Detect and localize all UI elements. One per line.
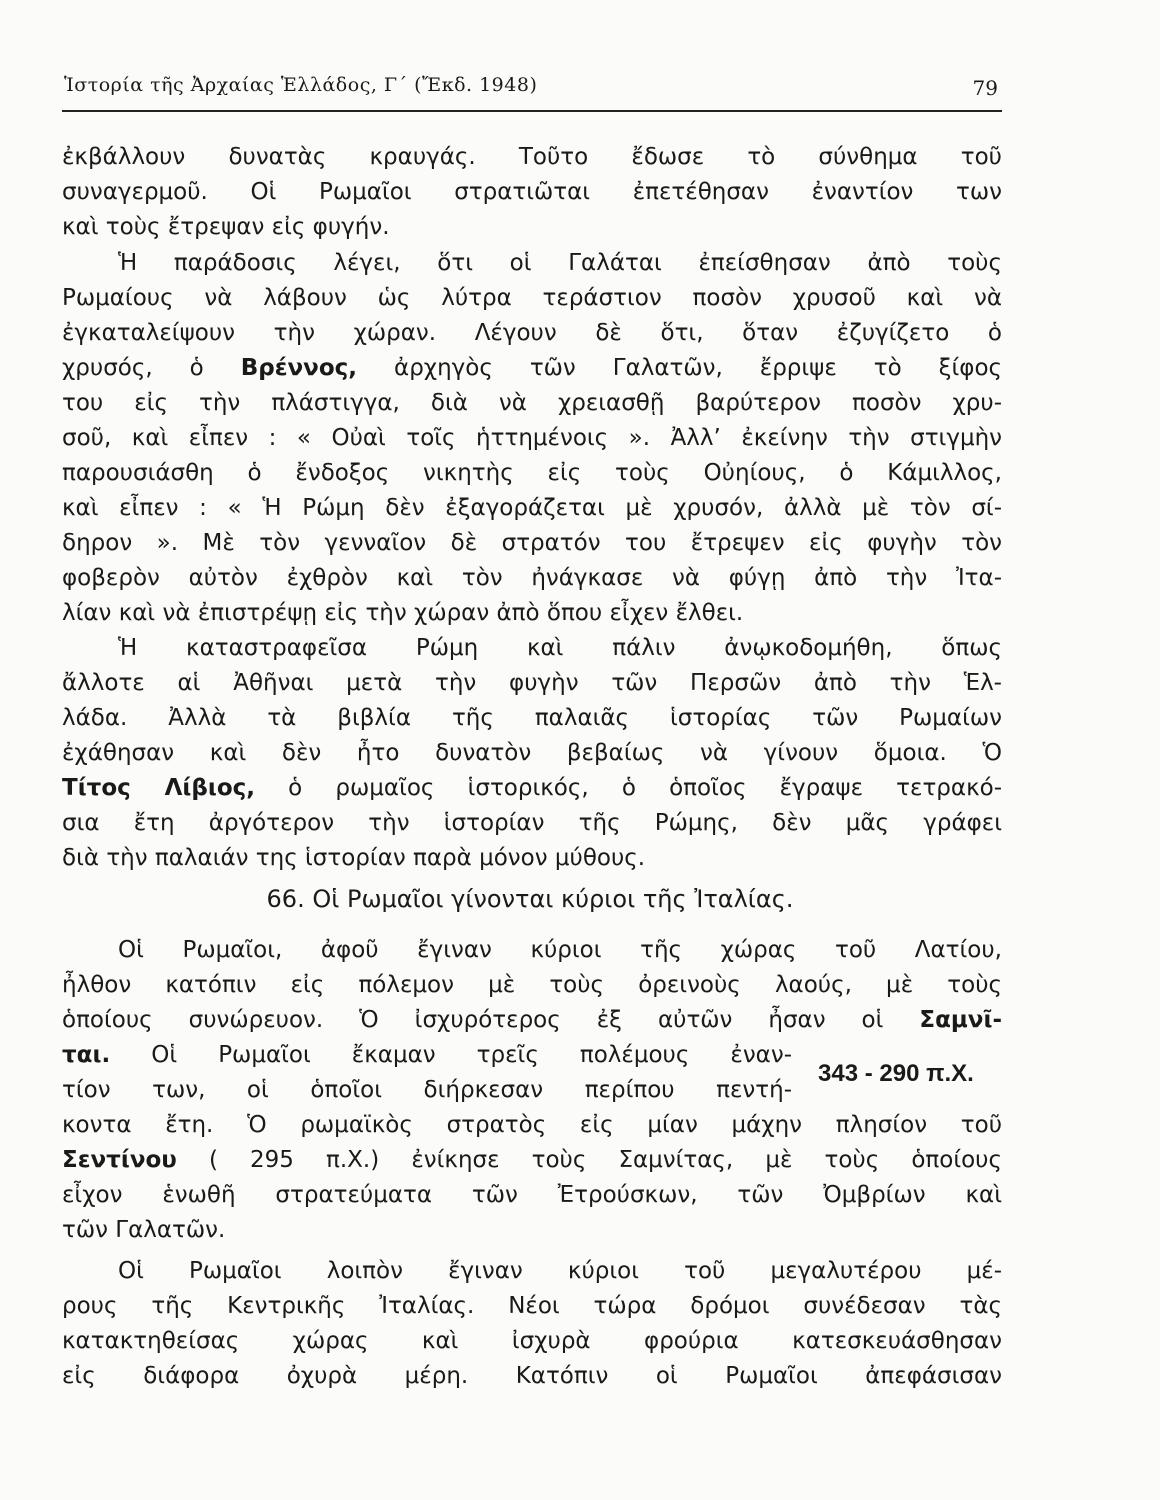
text-line: καὶ εἶπεν : « Ἡ Ρώμη δὲν ἐξαγοράζεται μὲ χρυσόν, ἀλλὰ μὲ τὸν σί- — [62, 495, 1002, 521]
text-line: κοντα ἔτη. Ὁ ρωμαϊκὸς στρατὸς εἰς μίαν μάχην πλησίον τοῦ — [62, 1112, 1002, 1138]
text-line: ἐχάθησαν καὶ δὲν ἦτο δυνατὸν βεβαίως νὰ γίνουν ὅμοια. Ὁ — [62, 740, 1002, 766]
text-span: χρυσός, ὁ — [62, 355, 204, 381]
text-span: Οἱ Ρωμαῖοι ἔκαμαν τρεῖς πολέμους ἐναν- — [151, 1042, 792, 1068]
margin-date-note: 343 - 290 π.Χ. — [818, 1060, 974, 1087]
bold-name-samnites-cont: ται. — [62, 1042, 111, 1068]
text-line — [62, 1145, 1002, 1175]
bold-name-samnites: Σαμνῖ- — [919, 1007, 1002, 1033]
text-line: διὰ τὴν παλαιάν της ἱστορίαν παρὰ μόνον μύθους. — [62, 845, 646, 871]
text-line: Οἱ Ρωμαῖοι λοιπὸν ἔγιναν κύριοι τοῦ μεγαλυτέρου μέ- — [118, 1258, 1002, 1284]
text-line: εἶχον ἑνωθῆ στρατεύματα τῶν Ἐτρούσκων, τῶν Ὀμβρίων καὶ — [62, 1182, 1002, 1208]
text-span: ( 295 π.Χ.) ἐνίκησε τοὺς Σαμνίτας, μὲ τοὺς ὁποίους — [208, 1147, 1002, 1173]
section-heading: 66. Οἱ Ρωμαῖοι γίνονται κύριοι τῆς Ἰταλίας. — [266, 885, 794, 913]
page-header — [62, 70, 1002, 112]
text-span: ὁποίους συνώρευον. Ὁ ἰσχυρότερος ἐξ αὐτῶν ἦσαν οἱ — [62, 1007, 884, 1033]
text-line: Ἡ καταστραφεῖσα Ρώμη καὶ πάλιν ἀνῳκοδομήθη, ὅπως — [118, 635, 1002, 661]
text-line: ἐγκαταλείψουν τὴν χώραν. Λέγουν δὲ ὅτι, ὅταν ἐζυγίζετο ὁ — [62, 320, 1002, 346]
bold-name-sentinon: Σεντίνου — [62, 1147, 177, 1173]
text-line: τίον των, οἱ ὁποῖοι διήρκεσαν περίπου πεντή- — [62, 1077, 792, 1103]
page-number: 79 — [972, 76, 998, 100]
text-line: φοβερὸν αὐτὸν ἐχθρὸν καὶ τὸν ἠνάγκασε νὰ φύγῃ ἀπὸ τὴν Ἰτα- — [62, 565, 1002, 591]
text-line: κατακτηθείσας χώρας καὶ ἰσχυρὰ φρούρια κατεσκευάσθησαν — [62, 1328, 1002, 1354]
text-line: του εἰς τὴν πλάστιγγα, διὰ νὰ χρειασθῇ βαρύτερον ποσὸν χρυ- — [62, 390, 1002, 416]
text-span: ἀρχηγὸς τῶν Γαλατῶν, ἔρριψε τὸ ξίφος — [394, 355, 1003, 381]
text-line: λάδα. Ἀλλὰ τὰ βιβλία τῆς παλαιᾶς ἱστορίας τῶν Ρωμαίων — [62, 705, 1002, 731]
text-line: εἰς διάφορα ὀχυρὰ μέρη. Κατόπιν οἱ Ρωμαῖοι ἀπεφάσισαν — [62, 1363, 1002, 1389]
text-line: λίαν καὶ νὰ ἐπιστρέψῃ εἰς τὴν χώραν ἀπὸ ὅπου εἶχεν ἔλθει. — [62, 600, 744, 626]
text-line — [62, 353, 1002, 383]
text-span: ὁ ρωμαῖος ἱστορικός, ὁ ὁποῖος ἔγραψε τετρακό- — [288, 775, 1002, 801]
running-title: Ἱστορία τῆς Ἀρχαίας Ἑλλάδος, Γ΄ (Ἔκδ. 1948) — [64, 74, 538, 96]
bold-name-titos-livios: Τίτος Λίβιος, — [62, 775, 255, 801]
text-line — [62, 773, 1002, 803]
text-line: σοῦ, καὶ εἶπεν : « Οὐαὶ τοῖς ἡττημένοις ». Ἀλλ’ ἐκείνην τὴν στιγμὴν — [62, 425, 1002, 451]
text-line: ἐκβάλλουν δυνατὰς κραυγάς. Τοῦτο ἔδωσε τὸ σύνθημα τοῦ — [62, 144, 1002, 170]
text-line: ρους τῆς Κεντρικῆς Ἰταλίας. Νέοι τώρα δρόμοι συνέδεσαν τὰς — [62, 1293, 1002, 1319]
text-line: καὶ τοὺς ἔτρεψαν εἰς φυγήν. — [62, 214, 390, 240]
text-line: τῶν Γαλατῶν. — [62, 1217, 226, 1243]
bold-name-brennos: Βρέννος, — [240, 355, 358, 381]
text-line: παρουσιάσθη ὁ ἔνδοξος νικητὴς εἰς τοὺς Οὐηίους, ὁ Κάμιλλος, — [62, 460, 1002, 486]
text-line: δηρον ». Μὲ τὸν γενναῖον δὲ στρατόν του ἔτρεψεν εἰς φυγὴν τὸν — [62, 530, 1002, 556]
text-line — [62, 1040, 792, 1070]
text-line: ἦλθον κατόπιν εἰς πόλεμον μὲ τοὺς ὀρεινοὺς λαούς, μὲ τοὺς — [62, 972, 1002, 998]
text-line: Οἱ Ρωμαῖοι, ἀφοῦ ἔγιναν κύριοι τῆς χώρας τοῦ Λατίου, — [118, 937, 1002, 963]
text-line: σια ἔτη ἀργότερον τὴν ἱστορίαν τῆς Ρώμης, δὲν μᾶς γράφει — [62, 810, 1002, 836]
text-line: ἄλλοτε αἱ Ἀθῆναι μετὰ τὴν φυγὴν τῶν Περσῶν ἀπὸ τὴν Ἑλ- — [62, 670, 1002, 696]
text-line: συναγερμοῦ. Οἱ Ρωμαῖοι στρατιῶται ἐπετέθησαν ἐναντίον των — [62, 179, 1002, 205]
text-line: Ἡ παράδοσις λέγει, ὅτι οἱ Γαλάται ἐπείσθησαν ἀπὸ τοὺς — [118, 250, 1002, 276]
text-line: Ρωμαίους νὰ λάβουν ὡς λύτρα τεράστιον ποσὸν χρυσοῦ καὶ νὰ — [62, 285, 1002, 311]
text-line — [62, 1005, 1002, 1035]
